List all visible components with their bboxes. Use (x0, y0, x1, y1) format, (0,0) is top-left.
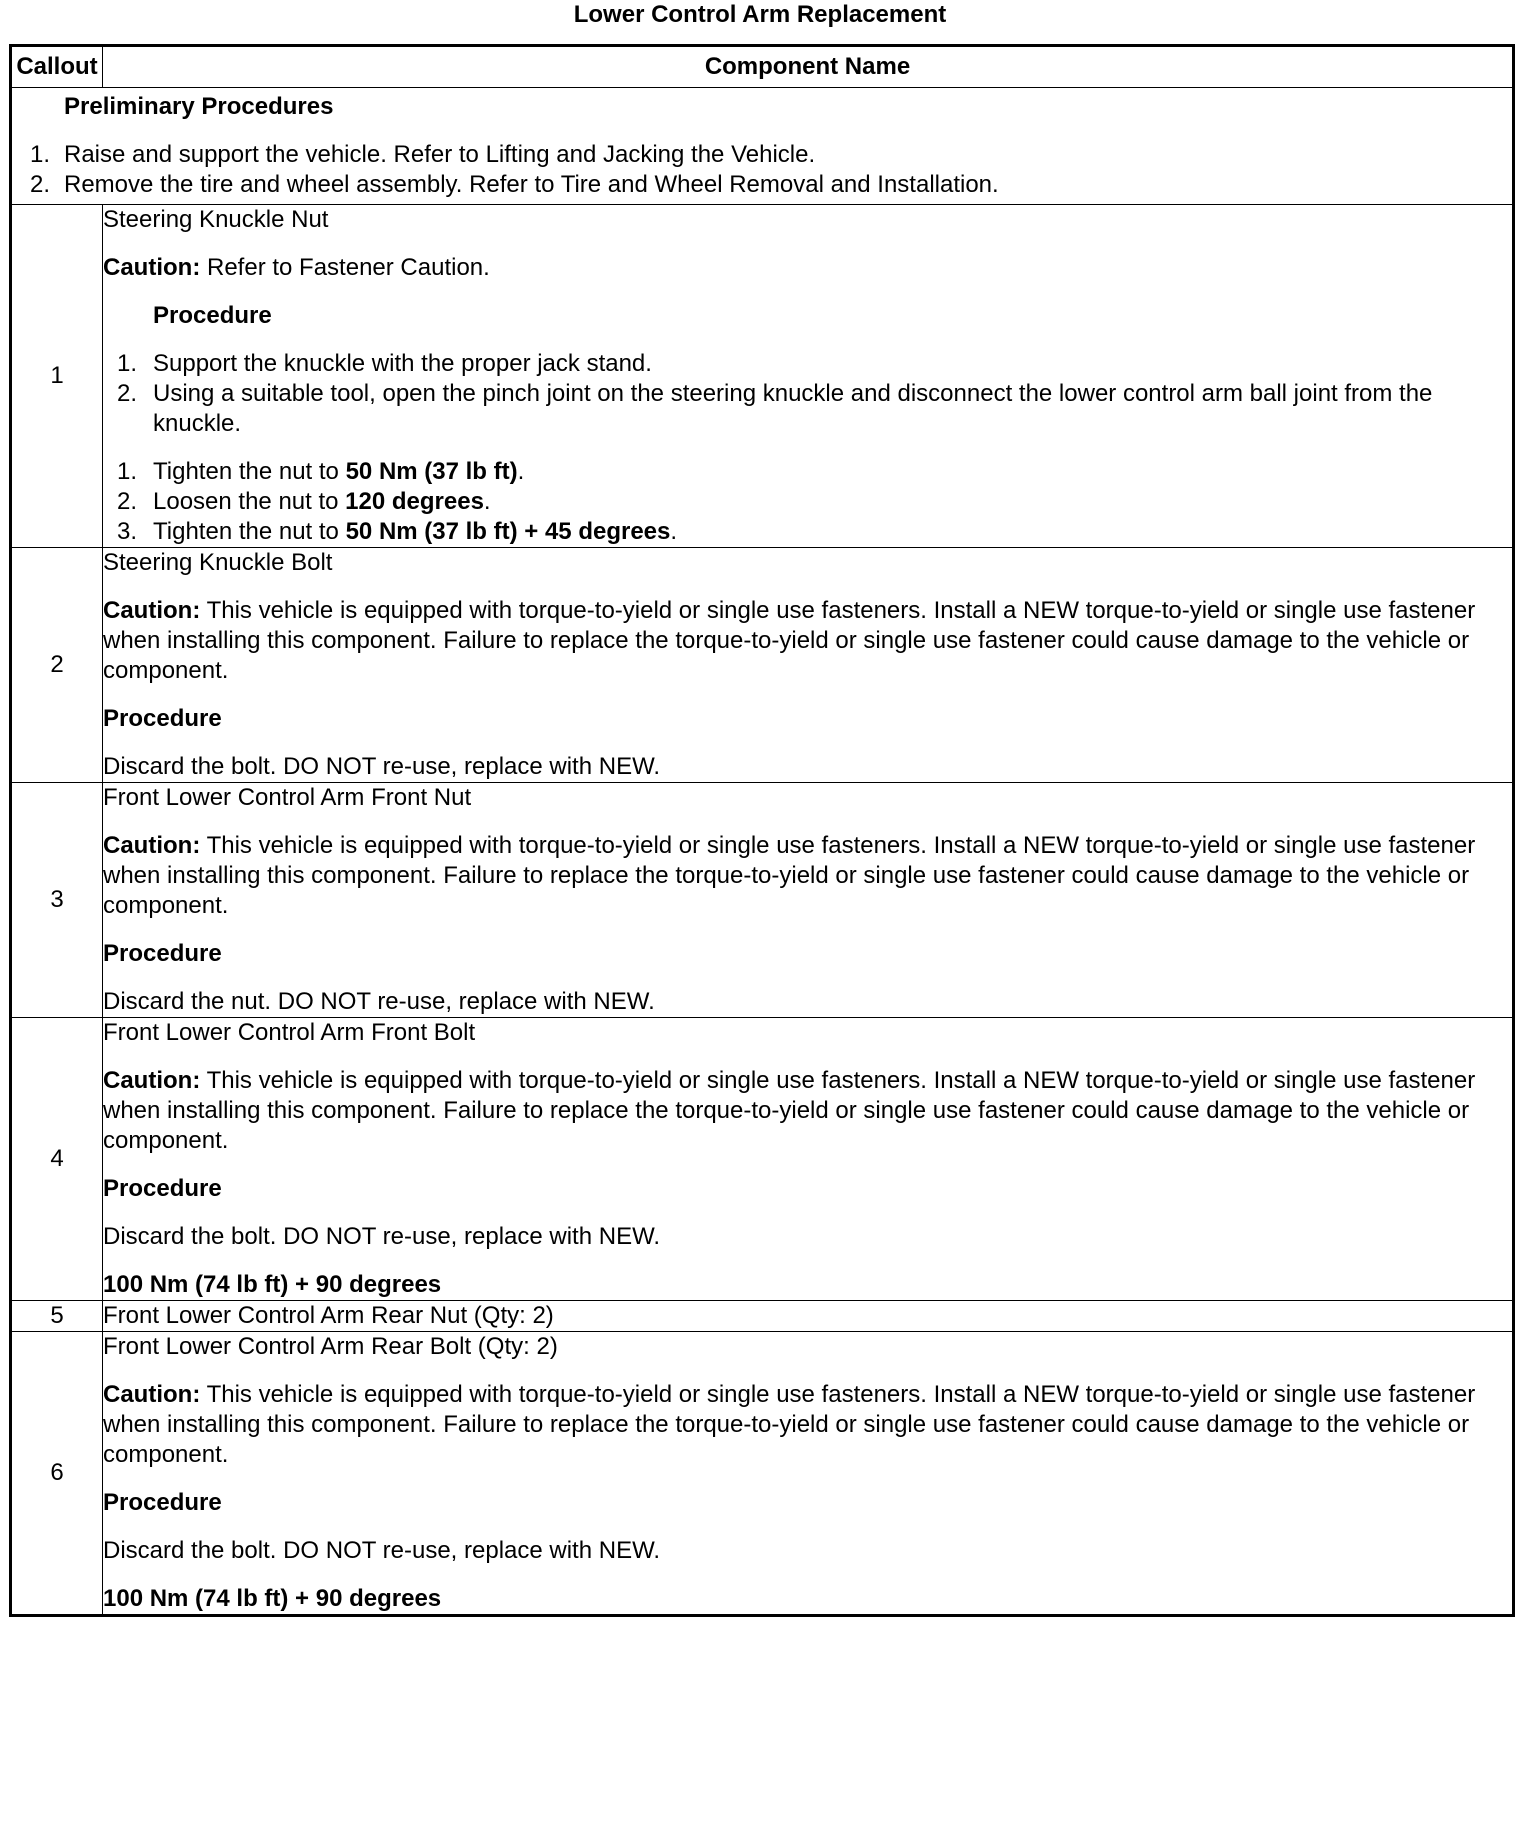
callout-number: 4 (11, 1018, 103, 1301)
callout-number: 5 (11, 1301, 103, 1332)
table-row (11, 205, 1514, 548)
list-item: 2. Using a suitable tool, open the pinch joint on the steering knuckle and disconnect the lower control arm ball joint from the knuckle. (117, 380, 1433, 437)
procedure-heading: Procedure (103, 1175, 222, 1202)
component-name: Front Lower Control Arm Rear Nut (Qty: 2) (103, 1302, 554, 1329)
procedure-heading: Procedure (103, 940, 222, 967)
caution: Caution: This vehicle is equipped with torque-to-yield or single use fasteners. Install a NEW torque-to-yield or single use fastener when installing this component. Failure to replace the torque-to-yield or single use fastener could cause damage to the vehicle or component. (103, 1067, 1476, 1154)
list-item: 2. Remove the tire and wheel assembly. Refer to Tire and Wheel Removal and Installation. (30, 171, 999, 198)
torque-spec: 100 Nm (74 lb ft) + 90 degrees (103, 1271, 442, 1298)
table-row (11, 548, 1514, 783)
procedure-heading: Procedure (153, 302, 272, 329)
component-name: Front Lower Control Arm Rear Bolt (Qty: 2) (103, 1333, 558, 1360)
callout-number: 6 (11, 1332, 103, 1616)
list-item: 2. Loosen the nut to 120 degrees. (117, 488, 491, 515)
component-name: Front Lower Control Arm Front Nut (103, 784, 472, 811)
procedure-text: Discard the bolt. DO NOT re-use, replace with NEW. (103, 1223, 661, 1250)
component-name: Front Lower Control Arm Front Bolt (103, 1019, 476, 1046)
list-item: 1. Support the knuckle with the proper jack stand. (117, 350, 652, 377)
caution: Caution: This vehicle is equipped with torque-to-yield or single use fasteners. Install a NEW torque-to-yield or single use fastener when installing this component. Failure to replace the torque-to-yield or single use fastener could cause damage to the vehicle or component. (103, 1381, 1476, 1468)
procedure-heading: Procedure (103, 705, 222, 732)
table-row (11, 783, 1514, 1018)
callout-number: 2 (11, 548, 103, 783)
preliminary-steps (12, 140, 1512, 200)
page-title: Lower Control Arm Replacement (573, 1, 947, 28)
preliminary-title: Preliminary Procedures (64, 93, 334, 120)
caution: Caution: This vehicle is equipped with torque-to-yield or single use fasteners. Install a NEW torque-to-yield or single use fastener when installing this component. Failure to replace the torque-to-yield or single use fastener could cause damage to the vehicle or component. (103, 832, 1476, 919)
list-item: 3. Tighten the nut to 50 Nm (37 lb ft) + 45 degrees. (117, 518, 678, 545)
table-row (11, 1301, 1514, 1332)
torque-spec: 100 Nm (74 lb ft) + 90 degrees (103, 1585, 442, 1612)
component-name: Steering Knuckle Nut (103, 206, 329, 233)
header-component-name: Component Name (103, 46, 1514, 88)
caution: Caution: This vehicle is equipped with torque-to-yield or single use fasteners. Install a NEW torque-to-yield or single use fastener when installing this component. Failure to replace the torque-to-yield or single use fastener could cause damage to the vehicle or component. (103, 597, 1476, 684)
procedure-heading: Procedure (103, 1489, 222, 1516)
list-item: 1. Tighten the nut to 50 Nm (37 lb ft). (117, 458, 525, 485)
procedure-steps (103, 349, 1512, 439)
header-callout: Callout (11, 46, 103, 88)
callout-number: 3 (11, 783, 103, 1018)
list-item: 1. Raise and support the vehicle. Refer to Lifting and Jacking the Vehicle. (30, 141, 816, 168)
callout-number: 1 (11, 205, 103, 548)
table-row (11, 1332, 1514, 1616)
torque-steps (103, 457, 1512, 547)
caution: Caution: Refer to Fastener Caution. (103, 254, 490, 281)
component-name: Steering Knuckle Bolt (103, 549, 333, 576)
preliminary-row (11, 88, 1514, 205)
procedure-text: Discard the nut. DO NOT re-use, replace with NEW. (103, 988, 655, 1015)
procedure-text: Discard the bolt. DO NOT re-use, replace with NEW. (103, 1537, 661, 1564)
procedure-text: Discard the bolt. DO NOT re-use, replace with NEW. (103, 753, 661, 780)
component-table (9, 44, 1515, 1617)
table-header-row (11, 46, 1514, 88)
table-row (11, 1018, 1514, 1301)
